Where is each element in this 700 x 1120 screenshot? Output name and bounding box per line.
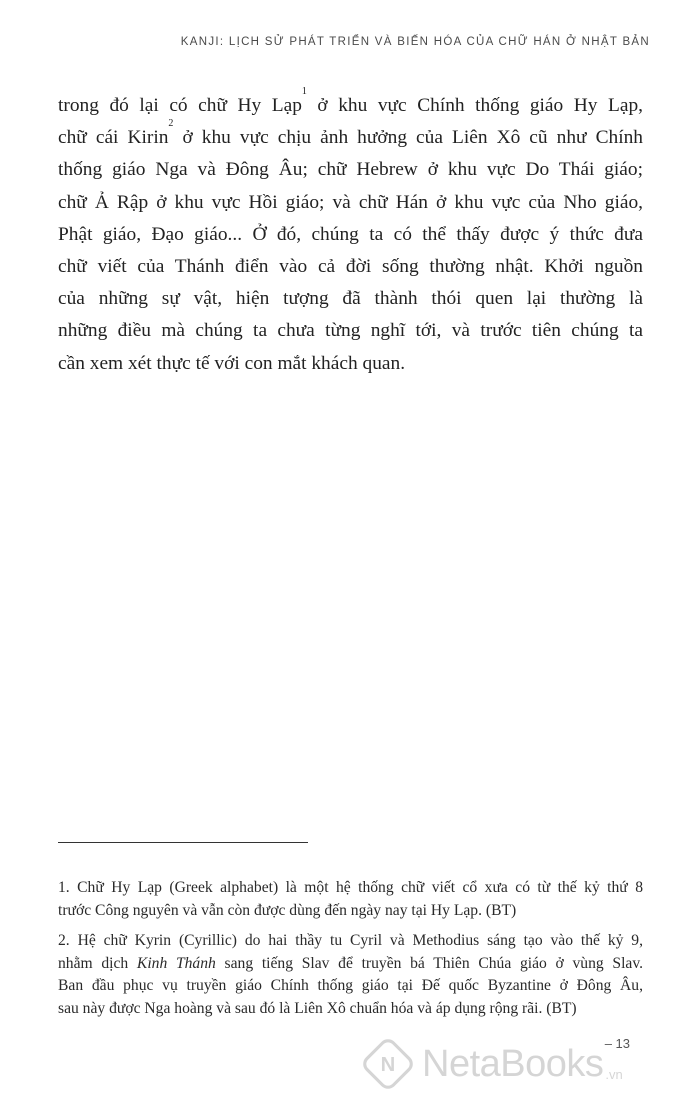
footnote-1-line-2: trước Công nguyên và vẫn còn được dùng đến ngày nay tại Hy Lạp. (BT) bbox=[58, 901, 517, 919]
body-line-5: Phật giáo, Đạo giáo... Ở đó, chúng ta có thể thấy được ý thức đưa bbox=[58, 223, 643, 245]
footnote-2-line-1: 2. Hệ chữ Kyrin (Cyrillic) do hai thầy tu Cyril và Methodius sáng tạo vào thế kỷ 9, bbox=[58, 932, 643, 949]
body-line-2-text: chữ cái Kirin bbox=[58, 127, 169, 149]
body-line-2 bbox=[58, 118, 643, 154]
footnote-2-line-3: Ban đầu phục vụ truyền giáo Chính thống giáo tại Đế quốc Byzantine ở Đông Âu, bbox=[58, 977, 643, 994]
body-line-6: chữ viết của Thánh điển vào cả đời sống thường nhật. Khởi nguồn bbox=[58, 256, 643, 278]
body-line-2-tail: ở khu vực chịu ảnh hưởng của Liên Xô cũ như Chính bbox=[173, 127, 643, 149]
footnote-2 bbox=[58, 930, 643, 1020]
body-line-9: cần xem xét thực tế với con mắt khách quan. bbox=[58, 352, 406, 374]
footnote-2-line-4: sau này được Nga hoàng và sau đó là Liên Xô chuẩn hóa và áp dụng rộng rãi. (BT) bbox=[58, 999, 577, 1017]
logo-letter: N bbox=[380, 1051, 396, 1076]
footnotes bbox=[58, 877, 643, 1028]
body-line-7: của những sự vật, hiện tượng đã thành thói quen lại thường là bbox=[58, 288, 643, 310]
footnote-divider bbox=[58, 842, 308, 843]
footnote-2-book-title: Kinh Thánh bbox=[136, 954, 216, 972]
footnote-2-line-2-post: sang tiếng Slav để truyền bá Thiên Chúa giáo ở vùng Slav. bbox=[215, 954, 644, 972]
footnote-ref-2[interactable]: 2 bbox=[168, 118, 174, 130]
watermark-brand: NetaBooks bbox=[422, 1042, 604, 1085]
page-number: – 13 bbox=[604, 1036, 630, 1051]
footnote-1-line-1: 1. Chữ Hy Lạp (Greek alphabet) là một hệ thống chữ viết cổ xưa có từ thế kỷ thứ 8 bbox=[58, 879, 643, 896]
body-line-1-text: trong đó lại có chữ Hy Lạp bbox=[58, 95, 302, 116]
running-header: KANJI: LỊCH SỬ PHÁT TRIỂN VÀ BIẾN HÓA CỦA CHỮ HÁN Ở NHẬT BẢN bbox=[180, 36, 650, 48]
watermark-suffix: .vn bbox=[605, 1067, 623, 1082]
body-line-8: những điều mà chúng ta chưa từng nghĩ tới, và trước tiên chúng ta bbox=[58, 320, 643, 342]
footnote-1 bbox=[58, 877, 643, 922]
body-line-4: chữ Ả Rập ở khu vực Hồi giáo; và chữ Hán ở khu vực của Nho giáo, bbox=[58, 191, 643, 213]
body-paragraph bbox=[58, 86, 643, 380]
body-line-1 bbox=[58, 86, 643, 122]
body-line-3: thống giáo Nga và Đông Âu; chữ Hebrew ở khu vực Do Thái giáo; bbox=[58, 159, 643, 181]
footnote-ref-1[interactable]: 1 bbox=[301, 86, 307, 97]
footnote-2-line-2-pre: nhằm dịch bbox=[58, 954, 137, 972]
netabooks-logo-icon bbox=[359, 1035, 416, 1092]
netabooks-watermark bbox=[362, 1038, 623, 1090]
footnote-2-line-2 bbox=[58, 953, 643, 976]
body-line-1-tail: ở khu vực Chính thống giáo Hy Lạp, bbox=[306, 95, 643, 116]
